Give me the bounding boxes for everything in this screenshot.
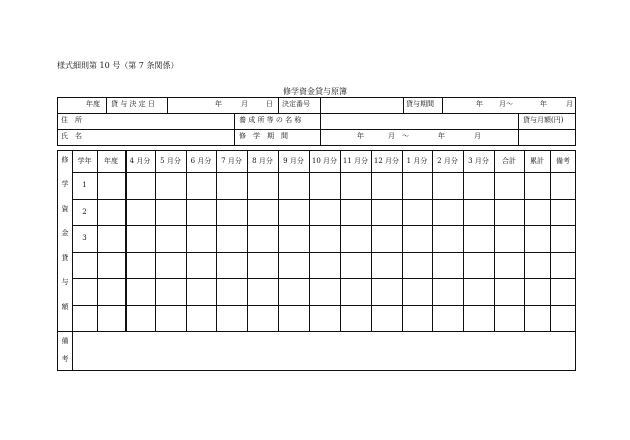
loan-period-label: 貸与期間 bbox=[406, 100, 434, 108]
name-label: 氏 名 bbox=[61, 132, 82, 140]
grid-row-divider bbox=[72, 225, 576, 226]
grid-header-cell: 学年 bbox=[77, 157, 92, 165]
remarks-label-char: 備 bbox=[61, 337, 69, 345]
grid-header-cell: 9 月分 bbox=[283, 157, 304, 165]
r1-div-d bbox=[320, 97, 321, 113]
grid-header-cell: 3 月分 bbox=[468, 157, 489, 165]
loan-period-year-2: 年 bbox=[540, 100, 547, 108]
decision-date-label: 貸 与 決 定 日 bbox=[111, 100, 155, 108]
document-title: 修学資金貸与原簿 bbox=[283, 87, 347, 96]
study-period-year-1: 年 bbox=[357, 132, 364, 140]
grid-row-divider bbox=[72, 252, 576, 253]
grid-header-cell: 累計 bbox=[530, 157, 544, 165]
grid-header-cell: 1 月分 bbox=[406, 157, 428, 165]
remarks-divider bbox=[57, 331, 576, 332]
address-label: 住 所 bbox=[61, 116, 82, 124]
grid-header-cell: 5 月分 bbox=[160, 157, 181, 165]
header-year-label: 年度 bbox=[86, 100, 100, 108]
study-period-label: 修 学 期 間 bbox=[239, 132, 288, 140]
r1-div-c bbox=[278, 97, 279, 113]
form-number: 様式細則第 10 号（第 7 条関係） bbox=[57, 61, 179, 70]
loan-grid bbox=[57, 150, 576, 371]
grid-header-cell: 備考 bbox=[556, 157, 570, 165]
grid-row-divider bbox=[72, 278, 576, 279]
grid-header-cell: 2 月分 bbox=[437, 157, 458, 165]
loan-period-month-1: 月～ bbox=[499, 100, 513, 108]
side-label-char: 与 bbox=[61, 278, 69, 287]
loan-period-month-2: 月 bbox=[566, 100, 573, 108]
decision-date-month: 月 bbox=[241, 100, 248, 108]
grid-header-cell: 4 月分 bbox=[129, 157, 151, 165]
grid-header-cell: 10 月分 bbox=[311, 157, 338, 165]
side-label-char: 金 bbox=[61, 229, 69, 238]
grid-header-cell: 年度 bbox=[104, 157, 118, 165]
study-period-month-1: 月 ～ bbox=[388, 132, 409, 140]
decision-date-year: 年 bbox=[215, 100, 222, 108]
side-label-char: 修 bbox=[61, 156, 69, 164]
grid-header-cell: 11 月分 bbox=[342, 157, 369, 165]
grid-row-divider bbox=[72, 199, 576, 200]
r2-div-c bbox=[518, 113, 519, 145]
remarks-side-divider bbox=[72, 331, 73, 371]
grade-number: 2 bbox=[82, 207, 87, 216]
side-label-char: 資 bbox=[61, 204, 69, 213]
decision-number-label: 決定番号 bbox=[282, 100, 310, 108]
study-period-month-2: 月 bbox=[474, 132, 481, 140]
grid-header-cell: 8 月分 bbox=[252, 157, 273, 165]
grid-header-cell: 7 月分 bbox=[221, 157, 242, 165]
r1-div-a bbox=[106, 97, 107, 113]
grid-header-divider bbox=[72, 172, 576, 173]
monthly-amount-label: 貸与月額(円) bbox=[523, 116, 564, 124]
grade-number: 1 bbox=[82, 181, 87, 189]
grade-number: 3 bbox=[82, 234, 87, 242]
info-row-divider-1 bbox=[57, 113, 576, 114]
side-label-char: 額 bbox=[61, 302, 69, 311]
grid-header-cell: 合計 bbox=[502, 157, 516, 165]
r1-div-b bbox=[167, 97, 168, 113]
r1-div-f bbox=[442, 97, 443, 113]
r2-div-b bbox=[320, 113, 321, 145]
grid-header-cell: 12 月分 bbox=[373, 157, 400, 165]
info-row-divider-2 bbox=[57, 129, 576, 130]
study-period-year-2: 年 bbox=[438, 132, 445, 140]
grid-header-cell: 6 月分 bbox=[190, 157, 212, 165]
side-label-char: 貸 bbox=[61, 253, 69, 262]
side-label-char: 学 bbox=[61, 180, 69, 189]
r2-div-a bbox=[234, 113, 235, 145]
decision-date-day: 日 bbox=[266, 100, 273, 108]
loan-period-year-1: 年 bbox=[476, 100, 483, 108]
r1-div-e bbox=[403, 97, 404, 113]
grid-row-divider bbox=[72, 305, 576, 306]
facility-name-label: 養 成 所 等 の 名 称 bbox=[239, 116, 302, 124]
remarks-label-char: 考 bbox=[61, 355, 69, 363]
